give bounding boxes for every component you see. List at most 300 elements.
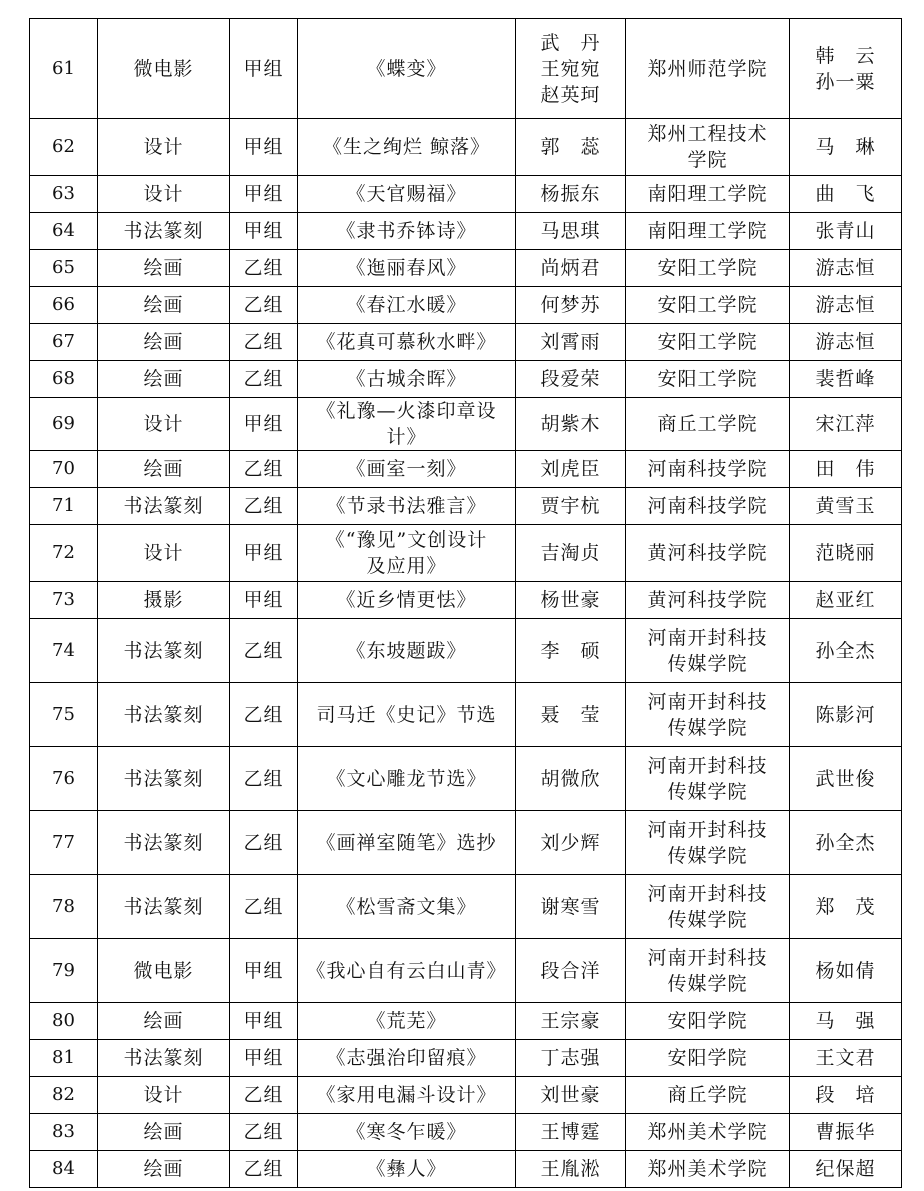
cell-advisor [790, 1114, 902, 1151]
cell-school [626, 1114, 790, 1151]
work-title-line: 《春江水暖》 [346, 294, 467, 316]
cell-number: 84 [30, 1151, 98, 1188]
table-row [30, 939, 902, 1003]
cell-number: 62 [30, 119, 98, 176]
cell-work-title [298, 451, 516, 488]
cell-category: 微电影 [98, 19, 230, 119]
cell-advisor [790, 1003, 902, 1040]
cell-category: 绘画 [98, 451, 230, 488]
school-name-line: 传媒学院 [667, 844, 748, 867]
school-name-line: 安阳工学院 [657, 257, 758, 279]
school-name-line: 河南科技学院 [647, 458, 768, 480]
table-row [30, 525, 902, 582]
school-name-line: 学院 [687, 149, 728, 171]
school-name-line: 郑州美术学院 [647, 1121, 768, 1143]
school-name-line: 安阳工学院 [657, 294, 758, 316]
work-title-line: 《天官赐福》 [346, 183, 467, 205]
cell-group: 乙组 [230, 875, 298, 939]
table-row [30, 1040, 902, 1077]
cell-school [626, 213, 790, 250]
cell-authors [516, 683, 626, 747]
cell-number: 77 [30, 811, 98, 875]
cell-group: 乙组 [230, 1077, 298, 1114]
cell-category: 书法篆刻 [98, 213, 230, 250]
cell-number: 74 [30, 619, 98, 683]
cell-authors [516, 19, 626, 119]
cell-work-title [298, 324, 516, 361]
cell-school [626, 19, 790, 119]
cell-work-title [298, 213, 516, 250]
cell-category: 绘画 [98, 1114, 230, 1151]
cell-advisor [790, 488, 902, 525]
cell-work-title [298, 582, 516, 619]
advisor-name: 田 伟 [815, 458, 876, 480]
table-row [30, 747, 902, 811]
cell-number: 82 [30, 1077, 98, 1114]
cell-school [626, 619, 790, 683]
cell-authors [516, 119, 626, 176]
work-title-line: 《彝人》 [366, 1158, 447, 1180]
cell-category: 绘画 [98, 1151, 230, 1188]
table-row [30, 582, 902, 619]
school-name-line: 河南开封科技 [647, 690, 768, 713]
school-name-line: 南阳理工学院 [647, 183, 768, 205]
advisor-name: 郑 茂 [815, 895, 876, 918]
work-title-line: 《画室一刻》 [346, 458, 467, 480]
author-name: 聂 莹 [540, 703, 601, 726]
cell-number: 81 [30, 1040, 98, 1077]
table-row [30, 213, 902, 250]
cell-category: 绘画 [98, 361, 230, 398]
work-title-line: 《花真可慕秋水畔》 [316, 331, 497, 353]
cell-advisor [790, 811, 902, 875]
cell-school [626, 287, 790, 324]
cell-advisor [790, 1077, 902, 1114]
cell-authors [516, 811, 626, 875]
cell-category: 书法篆刻 [98, 875, 230, 939]
advisor-name: 段 培 [815, 1084, 876, 1106]
cell-category: 书法篆刻 [98, 488, 230, 525]
cell-category: 设计 [98, 119, 230, 176]
table-row [30, 451, 902, 488]
cell-advisor [790, 176, 902, 213]
school-name-line: 河南开封科技 [647, 754, 768, 777]
cell-school [626, 1077, 790, 1114]
cell-authors [516, 451, 626, 488]
cell-group: 乙组 [230, 747, 298, 811]
cell-number: 80 [30, 1003, 98, 1040]
cell-advisor [790, 525, 902, 582]
cell-school [626, 582, 790, 619]
author-name: 胡紫木 [540, 413, 601, 435]
cell-school [626, 176, 790, 213]
cell-category: 书法篆刻 [98, 747, 230, 811]
author-name: 王胤淞 [540, 1158, 601, 1180]
work-title-line: 《寒冬乍暖》 [346, 1121, 467, 1143]
cell-advisor [790, 1040, 902, 1077]
cell-authors [516, 525, 626, 582]
cell-work-title [298, 398, 516, 451]
cell-number: 65 [30, 250, 98, 287]
advisor-name: 马 强 [815, 1010, 876, 1032]
award-list-table [29, 18, 902, 1188]
cell-group: 乙组 [230, 451, 298, 488]
cell-category: 摄影 [98, 582, 230, 619]
cell-work-title [298, 619, 516, 683]
author-name: 郭 蕊 [540, 136, 601, 158]
work-title-line: 《志强治印留痕》 [326, 1047, 487, 1069]
cell-work-title [298, 119, 516, 176]
author-name: 谢寒雪 [540, 895, 601, 918]
author-name: 尚炳君 [540, 257, 601, 279]
school-name-line: 安阳学院 [667, 1047, 748, 1069]
cell-authors [516, 361, 626, 398]
author-name: 吉淘贞 [540, 542, 601, 564]
cell-authors [516, 1003, 626, 1040]
work-title-line: 《生之绚烂 鲸落》 [322, 136, 491, 158]
work-title-line: 《礼豫—火漆印章设计》 [316, 400, 497, 448]
cell-authors [516, 250, 626, 287]
cell-category: 绘画 [98, 324, 230, 361]
cell-work-title [298, 875, 516, 939]
advisor-name: 孙全杰 [815, 639, 876, 662]
cell-group: 乙组 [230, 619, 298, 683]
cell-group: 乙组 [230, 250, 298, 287]
author-name: 刘霄雨 [540, 331, 601, 353]
cell-school [626, 1003, 790, 1040]
school-name-line: 传媒学院 [667, 972, 748, 995]
school-name-line: 河南开封科技 [647, 946, 768, 969]
cell-work-title [298, 811, 516, 875]
author-name: 刘虎臣 [540, 458, 601, 480]
author-name: 段合洋 [540, 959, 601, 982]
cell-group: 乙组 [230, 287, 298, 324]
cell-number: 67 [30, 324, 98, 361]
cell-category: 设计 [98, 176, 230, 213]
work-title-line: 《荒芜》 [366, 1010, 447, 1032]
cell-group: 甲组 [230, 582, 298, 619]
table-row [30, 176, 902, 213]
author-name: 赵英珂 [540, 83, 601, 106]
cell-group: 乙组 [230, 324, 298, 361]
advisor-name: 赵亚红 [815, 589, 876, 611]
cell-category: 绘画 [98, 287, 230, 324]
author-name: 马思琪 [540, 220, 601, 242]
work-title-line: 《文心雕龙节选》 [326, 767, 487, 790]
author-name: 杨世豪 [540, 589, 601, 611]
cell-number: 75 [30, 683, 98, 747]
advisor-name: 游志恒 [815, 331, 876, 353]
cell-school [626, 398, 790, 451]
cell-authors [516, 176, 626, 213]
cell-school [626, 324, 790, 361]
cell-category: 书法篆刻 [98, 683, 230, 747]
cell-advisor [790, 287, 902, 324]
school-name-line: 黄河科技学院 [647, 589, 768, 611]
advisor-name: 黄雪玉 [815, 495, 876, 517]
cell-advisor [790, 398, 902, 451]
cell-group: 甲组 [230, 525, 298, 582]
cell-group: 乙组 [230, 488, 298, 525]
work-title-line: 《隶书乔钵诗》 [336, 220, 477, 242]
cell-work-title [298, 525, 516, 582]
cell-work-title [298, 747, 516, 811]
cell-number: 70 [30, 451, 98, 488]
cell-work-title [298, 488, 516, 525]
cell-school [626, 488, 790, 525]
cell-work-title [298, 939, 516, 1003]
cell-authors [516, 747, 626, 811]
school-name-line: 郑州师范学院 [647, 57, 768, 80]
cell-authors [516, 287, 626, 324]
cell-authors [516, 1114, 626, 1151]
advisor-name: 曲 飞 [815, 183, 876, 205]
cell-category: 书法篆刻 [98, 811, 230, 875]
cell-work-title [298, 176, 516, 213]
school-name-line: 商丘学院 [667, 1084, 748, 1106]
author-name: 刘世豪 [540, 1084, 601, 1106]
cell-group: 甲组 [230, 119, 298, 176]
school-name-line: 河南开封科技 [647, 818, 768, 841]
table-row [30, 398, 902, 451]
cell-advisor [790, 582, 902, 619]
cell-group: 甲组 [230, 176, 298, 213]
work-title-line: 司马迁《史记》节选 [316, 703, 497, 726]
advisor-name: 武世俊 [815, 767, 876, 790]
author-name: 武 丹 [540, 31, 601, 54]
cell-work-title [298, 250, 516, 287]
table-row [30, 1077, 902, 1114]
cell-advisor [790, 119, 902, 176]
cell-advisor [790, 939, 902, 1003]
cell-advisor [790, 875, 902, 939]
cell-school [626, 811, 790, 875]
advisor-name: 张青山 [815, 220, 876, 242]
author-name: 何梦苏 [540, 294, 601, 316]
cell-authors [516, 488, 626, 525]
cell-category: 设计 [98, 1077, 230, 1114]
author-name: 贾宇杭 [540, 495, 601, 517]
school-name-line: 郑州美术学院 [647, 1158, 768, 1180]
advisor-name: 马 琳 [815, 136, 876, 158]
cell-advisor [790, 683, 902, 747]
cell-authors [516, 582, 626, 619]
cell-school [626, 361, 790, 398]
table-row [30, 619, 902, 683]
cell-category: 绘画 [98, 250, 230, 287]
advisor-name: 陈影河 [815, 703, 876, 726]
cell-advisor [790, 213, 902, 250]
school-name-line: 安阳工学院 [657, 368, 758, 390]
cell-authors [516, 398, 626, 451]
work-title-line: 《我心自有云白山青》 [306, 959, 507, 982]
table-row [30, 1003, 902, 1040]
work-title-line: 《节录书法雅言》 [326, 495, 487, 517]
cell-advisor [790, 747, 902, 811]
cell-school [626, 119, 790, 176]
work-title-line: 《松雪斋文集》 [336, 895, 477, 918]
table-row [30, 683, 902, 747]
work-title-line: 《画禅室随笔》选抄 [316, 831, 497, 854]
school-name-line: 传媒学院 [667, 652, 748, 675]
advisor-name: 范晓丽 [815, 542, 876, 564]
advisor-name: 王文君 [815, 1047, 876, 1069]
school-name-line: 河南科技学院 [647, 495, 768, 517]
cell-group: 乙组 [230, 811, 298, 875]
cell-authors [516, 875, 626, 939]
cell-group: 甲组 [230, 19, 298, 119]
cell-number: 78 [30, 875, 98, 939]
cell-group: 乙组 [230, 361, 298, 398]
cell-authors [516, 1040, 626, 1077]
table-row [30, 488, 902, 525]
school-name-line: 南阳理工学院 [647, 220, 768, 242]
table-row [30, 1151, 902, 1188]
cell-work-title [298, 19, 516, 119]
cell-advisor [790, 619, 902, 683]
cell-work-title [298, 683, 516, 747]
cell-group: 甲组 [230, 939, 298, 1003]
cell-work-title [298, 1040, 516, 1077]
cell-group: 乙组 [230, 683, 298, 747]
cell-category: 设计 [98, 398, 230, 451]
cell-authors [516, 324, 626, 361]
advisor-name: 曹振华 [815, 1121, 876, 1143]
cell-work-title [298, 361, 516, 398]
cell-authors [516, 939, 626, 1003]
cell-number: 66 [30, 287, 98, 324]
cell-authors [516, 1151, 626, 1188]
cell-group: 乙组 [230, 1151, 298, 1188]
cell-authors [516, 213, 626, 250]
cell-number: 64 [30, 213, 98, 250]
cell-number: 76 [30, 747, 98, 811]
school-name-line: 河南开封科技 [647, 626, 768, 649]
cell-advisor [790, 361, 902, 398]
cell-work-title [298, 287, 516, 324]
cell-number: 71 [30, 488, 98, 525]
advisor-name: 裴哲峰 [815, 368, 876, 390]
work-title-line: 《家用电漏斗设计》 [316, 1084, 497, 1106]
cell-category: 设计 [98, 525, 230, 582]
advisor-name: 孙一粟 [815, 70, 876, 93]
cell-category: 微电影 [98, 939, 230, 1003]
school-name-line: 传媒学院 [667, 716, 748, 739]
advisor-name: 韩 云 [815, 44, 876, 67]
cell-category: 绘画 [98, 1003, 230, 1040]
school-name-line: 传媒学院 [667, 780, 748, 803]
advisor-name: 游志恒 [815, 294, 876, 316]
cell-advisor [790, 324, 902, 361]
work-title-line: 《近乡情更怯》 [336, 589, 477, 611]
cell-number: 83 [30, 1114, 98, 1151]
cell-school [626, 250, 790, 287]
cell-number: 72 [30, 525, 98, 582]
cell-number: 63 [30, 176, 98, 213]
cell-advisor [790, 451, 902, 488]
table-row [30, 287, 902, 324]
table-row [30, 119, 902, 176]
table-row [30, 361, 902, 398]
cell-advisor [790, 250, 902, 287]
cell-work-title [298, 1003, 516, 1040]
cell-school [626, 1151, 790, 1188]
work-title-line: 《东坡题跋》 [346, 639, 467, 662]
cell-number: 68 [30, 361, 98, 398]
cell-group: 甲组 [230, 398, 298, 451]
author-name: 王宗豪 [540, 1010, 601, 1032]
cell-category: 书法篆刻 [98, 619, 230, 683]
table-row [30, 324, 902, 361]
author-name: 王宛宛 [540, 57, 601, 80]
author-name: 丁志强 [540, 1047, 601, 1069]
cell-group: 甲组 [230, 213, 298, 250]
author-name: 刘少辉 [540, 831, 601, 854]
cell-school [626, 683, 790, 747]
cell-school [626, 875, 790, 939]
cell-school [626, 1040, 790, 1077]
work-title-line: 《迤丽春风》 [346, 257, 467, 279]
cell-group: 乙组 [230, 1114, 298, 1151]
advisor-name: 宋江萍 [815, 413, 876, 435]
cell-number: 69 [30, 398, 98, 451]
table-row [30, 250, 902, 287]
school-name-line: 安阳工学院 [657, 331, 758, 353]
cell-school [626, 747, 790, 811]
cell-authors [516, 1077, 626, 1114]
work-title-line: 《“豫见”文创设计 [325, 529, 488, 551]
school-name-line: 安阳学院 [667, 1010, 748, 1032]
school-name-line: 河南开封科技 [647, 882, 768, 905]
table-row [30, 811, 902, 875]
cell-advisor [790, 19, 902, 119]
work-title-line: 及应用》 [366, 555, 447, 577]
author-name: 胡微欣 [540, 767, 601, 790]
cell-group: 甲组 [230, 1003, 298, 1040]
work-title-line: 《蝶变》 [366, 57, 447, 80]
cell-group: 甲组 [230, 1040, 298, 1077]
school-name-line: 郑州工程技术 [647, 123, 768, 145]
cell-school [626, 451, 790, 488]
author-name: 段爱荣 [540, 368, 601, 390]
table-row [30, 875, 902, 939]
author-name: 杨振东 [540, 183, 601, 205]
cell-school [626, 525, 790, 582]
cell-work-title [298, 1114, 516, 1151]
cell-number: 79 [30, 939, 98, 1003]
cell-number: 61 [30, 19, 98, 119]
advisor-name: 杨如倩 [815, 959, 876, 982]
advisor-name: 游志恒 [815, 257, 876, 279]
table-body [30, 19, 902, 1188]
author-name: 李 硕 [540, 639, 601, 662]
cell-work-title [298, 1077, 516, 1114]
school-name-line: 传媒学院 [667, 908, 748, 931]
table-row [30, 1114, 902, 1151]
author-name: 王博霆 [540, 1121, 601, 1143]
advisor-name: 孙全杰 [815, 831, 876, 854]
cell-work-title [298, 1151, 516, 1188]
cell-number: 73 [30, 582, 98, 619]
school-name-line: 商丘工学院 [657, 413, 758, 435]
cell-category: 书法篆刻 [98, 1040, 230, 1077]
cell-authors [516, 619, 626, 683]
table-row [30, 19, 902, 119]
school-name-line: 黄河科技学院 [647, 542, 768, 564]
advisor-name: 纪保超 [815, 1158, 876, 1180]
cell-school [626, 939, 790, 1003]
work-title-line: 《古城余晖》 [346, 368, 467, 390]
